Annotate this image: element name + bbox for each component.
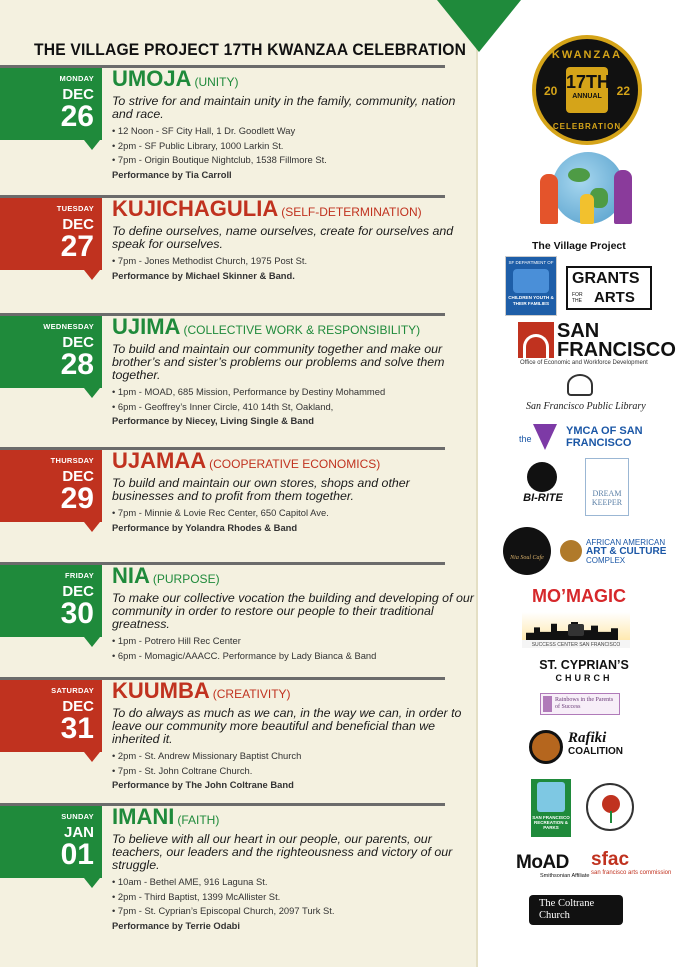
sf-public-library-logo: San Francisco Public Library: [526, 401, 646, 412]
event-list: [112, 506, 474, 535]
event-list: [112, 875, 474, 933]
event-list: [112, 634, 474, 663]
principle-heading: [112, 67, 474, 94]
sf-oewd-subtitle: Office of Economic and Workforce Development: [520, 360, 648, 366]
principle-description: To believe with all our heart in our people, our parents, our teachers, our leaders and the righteousness and victory of our struggle.: [112, 832, 453, 872]
principle-name: KUUMBA: [112, 678, 210, 703]
ymca-logo: YMCA OF SAN FRANCISCO: [566, 425, 643, 449]
event-content: [112, 564, 474, 663]
principle-name: NIA: [112, 563, 150, 588]
coltrane-church-logo: The Coltrane Church: [529, 895, 623, 925]
dcyf-logo: SF DEPARTMENT OF CHILDREN YOUTH & THEIR FAMILIES: [505, 256, 557, 316]
day-number: 27: [60, 230, 94, 263]
principle-heading: [112, 679, 474, 706]
event-item: • 1pm - Potrero Hill Rec Center: [112, 635, 241, 646]
principle-description: To build and maintain our own stores, shops and other businesses and to profit from them together.: [112, 476, 410, 503]
event-item: • 2pm - SF Public Library, 1000 Larkin St.: [112, 139, 284, 151]
event-list: [112, 124, 474, 182]
principle-name: UJAMAA: [112, 448, 207, 473]
event-item: • 2pm - St. Andrew Missionary Baptist Church: [112, 750, 302, 761]
event-item: • 2pm - Third Baptist, 1399 McAllister St.: [112, 890, 281, 902]
date-badge: [0, 565, 102, 637]
event-content: [112, 805, 474, 933]
event-list: [112, 385, 474, 429]
day-name: SATURDAY: [51, 686, 94, 695]
rose-emblem-logo: [586, 783, 634, 831]
event-content: [112, 679, 474, 793]
day-name: MONDAY: [59, 74, 94, 83]
event-item: • 7pm - Origin Boutique Nightclub, 1538 Fillmore St.: [112, 154, 327, 165]
grants-for-the-arts-logo: GRANTS FOR THE ARTS: [566, 266, 652, 310]
day-number: 31: [60, 712, 94, 745]
sf-rec-parks-logo: SAN FRANCISCO RECREATION & PARKS: [531, 779, 571, 837]
event-content: [112, 449, 474, 535]
month: DEC: [62, 698, 94, 715]
month: DEC: [62, 216, 94, 233]
event-list: [112, 254, 474, 283]
month: DEC: [62, 334, 94, 351]
performance-note: Performance by Yolandra Rhodes & Band: [112, 521, 298, 533]
st-cyprians-church-logo: ST. CYPRIAN’S CHURCH: [539, 658, 629, 683]
library-shell-icon: [567, 374, 593, 396]
date-badge: [0, 806, 102, 878]
principle-translation: (COOPERATIVE ECONOMICS): [209, 457, 381, 471]
principle-description: To make our collective vocation the building and developing of our community in order to restore our people to their traditional greatness.: [112, 591, 474, 631]
date-badge: [0, 68, 102, 140]
day-number: 26: [60, 100, 94, 133]
event-list: [112, 749, 474, 793]
sfac-logo: sfac san francisco arts commission: [591, 849, 672, 876]
village-project-globe-logo: [530, 150, 648, 234]
date-badge: [0, 680, 102, 752]
rafiki-coalition-logo: Rafiki COALITION: [568, 730, 623, 757]
rainbows-logo: Rainbows in the Parents of Success: [540, 693, 620, 715]
principle-heading: [112, 315, 474, 342]
day-name: SUNDAY: [61, 812, 94, 821]
month: DEC: [62, 468, 94, 485]
event-item: • 6pm - Geoffrey’s Inner Circle, 410 14th St, Oakland,: [112, 400, 334, 412]
principle-name: IMANI: [112, 804, 175, 829]
success-center-logo: SUCCESS CENTER SAN FRANCISCO: [522, 612, 630, 648]
day-number: 29: [60, 482, 94, 515]
aaacc-icon: [560, 540, 582, 562]
momagic-logo: MO’MAGIC: [532, 586, 626, 606]
sf-bridge-icon: [518, 322, 554, 358]
principle-translation: (CREATIVITY): [212, 687, 291, 701]
event-item: • 7pm - Jones Methodist Church, 1975 Post St.: [112, 255, 308, 266]
principle-description: To do always as much as we can, in the way we can, in order to leave our community more beautiful and beneficial than we inherited it.: [112, 706, 462, 746]
event-item: • 6pm - Momagic/AAACC. Performance by Lady Bianca & Band: [112, 649, 377, 661]
month: DEC: [62, 583, 94, 600]
principle-heading: [112, 449, 474, 476]
month: JAN: [63, 824, 94, 841]
sf-oewd-name: SAN FRANCISCO: [557, 320, 676, 361]
event-item: • 7pm - St. John Coltrane Church.: [112, 764, 253, 776]
date-badge: [0, 198, 102, 270]
performance-note: Performance by Terrie Odabi: [112, 919, 240, 931]
principle-heading: [112, 805, 474, 832]
day-name: FRIDAY: [64, 571, 94, 580]
performance-note: Performance by The John Coltrane Band: [112, 779, 294, 790]
event-item: • 7pm - Minnie & Lovie Rec Center, 650 Capitol Ave.: [112, 507, 329, 518]
day-name: THURSDAY: [50, 456, 94, 465]
event-item: • 7pm - St. Cyprian’s Episcopal Church, 2097 Turk St.: [112, 905, 335, 916]
principle-name: UJIMA: [112, 314, 181, 339]
date-badge: [0, 450, 102, 522]
day-number: 01: [60, 838, 94, 871]
event-item: • 10am - Bethel AME, 916 Laguna St.: [112, 876, 268, 887]
principle-description: To strive for and maintain unity in the family, community, nation and race.: [112, 94, 456, 121]
event-content: [112, 197, 474, 283]
village-project-caption: The Village Project: [532, 240, 626, 252]
principle-translation: (PURPOSE): [152, 572, 220, 586]
day-name: WEDNESDAY: [43, 322, 94, 331]
date-badge: [0, 316, 102, 388]
event-content: [112, 315, 474, 429]
principle-name: KUJICHAGULIA: [112, 196, 279, 221]
moad-logo: MoAD Smithsonian Affiliate: [516, 852, 590, 879]
performance-note: Performance by Niecey, Living Single & Band: [112, 415, 314, 426]
ymca-icon: [533, 424, 557, 450]
aaacc-logo: AFRICAN AMERICAN ART & CULTURE COMPLEX: [586, 538, 667, 565]
nia-soul-cafe-logo: Nia Soul Cafe: [503, 527, 551, 575]
principle-name: UMOJA: [112, 66, 192, 91]
page-title: THE VILLAGE PROJECT 17TH KWANZAA CELEBRATION: [34, 40, 467, 59]
principle-translation: (UNITY): [194, 75, 239, 89]
rafiki-icon: [529, 730, 563, 764]
dream-keeper-logo: DREAM KEEPER: [585, 458, 629, 516]
principle-translation: (FAITH): [177, 813, 220, 827]
day-name: TUESDAY: [56, 204, 94, 213]
kwanzaa-17th-annual-seal: KWANZAA 20 17TH ANNUAL 22 CELEBRATION: [532, 35, 642, 145]
event-content: [112, 67, 474, 182]
event-item: • 12 Noon - SF City Hall, 1 Dr. Goodlett Way: [112, 125, 296, 136]
bi-rite-logo: BI-RITE: [515, 462, 571, 514]
event-item: • 1pm - MOAD, 685 Mission, Performance by Destiny Mohammed: [112, 386, 386, 397]
principle-translation: (COLLECTIVE WORK & RESPONSIBILITY): [183, 323, 421, 337]
principle-heading: [112, 564, 474, 591]
principle-description: To define ourselves, name ourselves, create for ourselves and speak for ourselves.: [112, 224, 454, 251]
principle-translation: (SELF-DETERMINATION): [281, 205, 422, 219]
performance-note: Performance by Tia Carroll: [112, 168, 232, 180]
month: DEC: [62, 86, 94, 103]
day-number: 30: [60, 597, 94, 630]
principle-description: To build and maintain our community together and make our brother’s and sister’s problems our problems and solve them together.: [112, 342, 445, 382]
principle-heading: [112, 197, 474, 224]
performance-note: Performance by Michael Skinner & Band.: [112, 269, 295, 281]
day-number: 28: [60, 348, 94, 381]
